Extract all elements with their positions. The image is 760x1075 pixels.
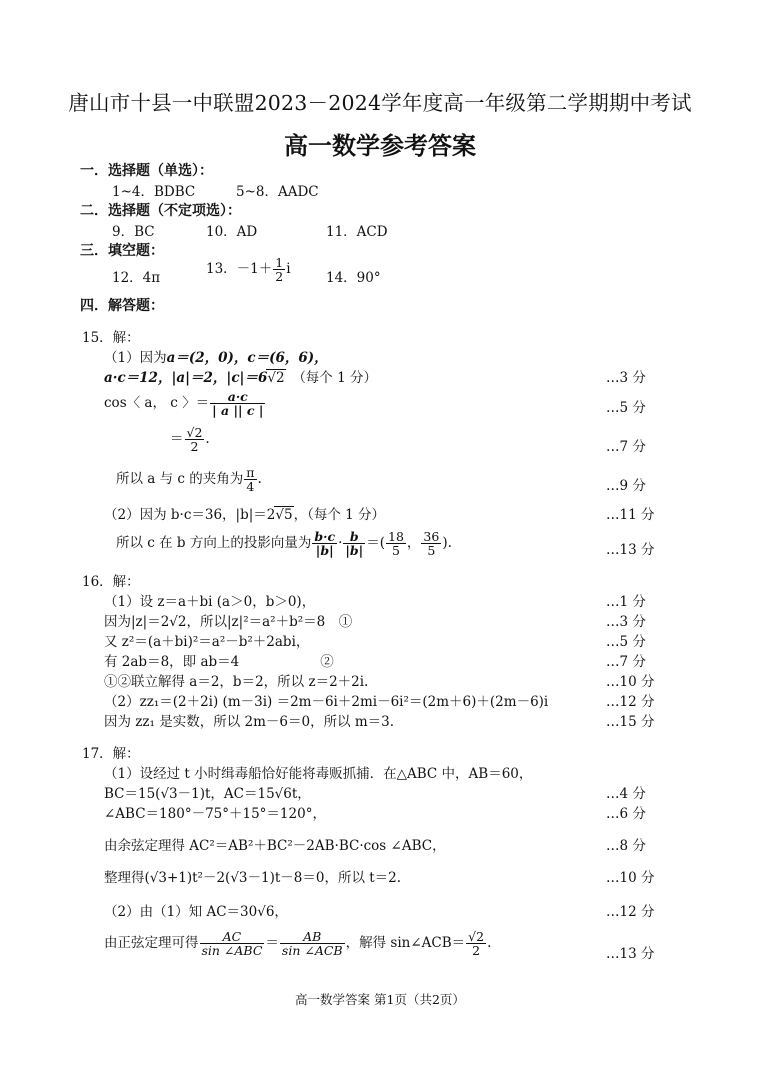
score: …1 分 [606,594,646,610]
q15-cos-formula: cos〈 a， c 〉＝ $\frac{a\cdot c}{| a || c |}$ [104,389,264,419]
q17-line3: ∠ABC＝180°－75°＋15°＝120°， [104,806,326,822]
score: …4 分 [606,786,646,802]
fraction: $\frac{36}{5}$ [423,529,440,559]
answer-14: 14．90° [326,270,381,286]
score: …3 分 [606,370,646,386]
q16-line2: 因为|z|＝2√2，所以|z|²＝a²＋b²＝8 ① [104,614,353,630]
q15-dot-product: a·c＝12，|a|＝2，|c|＝6√2 （每个 1 分） [104,370,377,386]
score: …6 分 [606,806,646,822]
q15-label: 15．解： [82,330,140,346]
q16-line3: 又 z²＝(a＋bi)²＝a²－b²＋2abi， [104,634,310,650]
score: …10 分 [606,674,655,690]
answer-12: 12．4π [112,270,161,286]
answer-10: 10．AD [206,224,258,240]
fraction: $\frac{18}{5}$ [388,529,404,559]
q17-line4: 由余弦定理得 AC²＝AB²＋BC²－2AB·BC·cos ∠ABC， [104,838,446,854]
score: …12 分 [606,694,655,710]
q16-label: 16．解： [82,574,140,590]
q16-line1: （1）设 z＝a＋bi (a＞0，b＞0)， [104,594,316,610]
page-title: 高一数学参考答案 [284,132,476,160]
score: …3 分 [606,614,646,630]
score: …5 分 [606,634,646,650]
score: …7 分 [606,654,646,670]
section-heading-multi-choice: 二．选择题（不定项选）： [80,203,241,219]
score: …7 分 [606,439,646,455]
score: …12 分 [606,904,655,920]
score: …15 分 [606,714,655,730]
q16-line4: 有 2ab＝8，即 ab＝4 ② [104,654,334,670]
score: …13 分 [606,946,655,962]
q16-line5: ①②联立解得 a＝2，b＝2，所以 z＝2＋2i. [104,674,369,690]
q17-line2: BC＝15(√3－1)t，AC＝15√6t， [104,786,311,802]
q17-line1: （1）设经过 t 小时缉毒船恰好能将毒贩抓捕．在△ABC 中，AB＝60， [104,766,533,782]
fraction: $\frac{√2}{2}$ [186,425,203,455]
q15-cos-value: ＝ $\frac{√2}{2}$ . [170,425,210,455]
answer-13: 13．－1＋ $\frac{1}{2}$ i [206,255,291,285]
section-heading-solutions: 四．解答题： [80,298,164,314]
answer-9: 9．BC [112,224,155,240]
q16-line7: 因为 zz₁ 是实数，所以 2m－6＝0，所以 m＝3. [104,714,395,730]
fraction: $\frac{b}{|b|}$ [345,529,364,559]
q15-part1-intro: （1）因为a＝(2，0)，c＝(6，6)， [104,350,328,366]
section-heading-fill-blank: 三．填空题： [80,243,164,259]
answer-1-4: 1~4．BDBC [112,184,196,200]
score: …13 分 [606,542,655,558]
score: …8 分 [606,838,646,854]
q15-angle: 所以 a 与 c 的夹角为 $\frac{\pi}{4}$ . [116,465,262,495]
q17-line5: 整理得(√3+1)t²－2(√3－1)t－8＝0，所以 t＝2. [104,870,402,886]
q15-projection: 所以 c 在 b 方向上的投影向量为 $\frac{b\cdot c}{|b|}$ · $\frac{b}{|b|}$ ＝( $\frac{18}{5}$ ， $\frac{36}{5}$ ). [116,529,452,559]
q17-label: 17．解： [82,746,140,762]
fraction: $\frac{AB}{\text{sin ∠ACB}}$ [281,929,343,959]
q16-line6: （2）zz₁＝(2＋2i) (m－3i) ＝2m－6i＋2mi－6i²＝(2m＋6)＋(2m－6)i [104,694,549,710]
section-heading-single-choice: 一．选择题（单选）： [80,163,213,179]
answer-5-8: 5~8．AADC [236,184,319,200]
q17-line6: （2）由（1）知 AC＝30√6， [104,904,288,920]
fraction: $\frac{a\cdot c}{| a || c |}$ [212,389,264,419]
score: …10 分 [606,870,655,886]
fraction: $\frac{1}{2}$ [275,255,284,285]
sqrt-sign: √5 [275,507,293,523]
fraction: $\frac{\pi}{4}$ [246,465,255,495]
fraction: $\frac{√2}{2}$ [468,929,485,959]
sqrt-sign: √2 [267,370,285,386]
score: …11 分 [606,507,655,523]
score: …5 分 [606,400,646,416]
score: …9 分 [606,478,646,494]
page-footer: 高一数学答案 第1页（共2页） [295,992,465,1007]
fraction: $\frac{AC}{\text{sin ∠ABC}}$ [201,929,263,959]
exam-title: 唐山市十县一中联盟2023－2024学年度高一年级第二学期期中考试 [68,91,692,115]
q17-line7: 由正弦定理可得 $\frac{AC}{\text{sin ∠ABC}}$ ＝ $\frac{AB}{\text{sin ∠ACB}}$ ，解得 sin∠ACB＝ $\frac{√2}{2}$ . [104,929,492,959]
answer-11: 11．ACD [326,224,388,240]
q15-part2: （2）因为 b·c＝36，|b|＝2√5，（每个 1 分） [104,507,386,523]
fraction: $\frac{b\cdot c}{|b|}$ [314,529,336,559]
